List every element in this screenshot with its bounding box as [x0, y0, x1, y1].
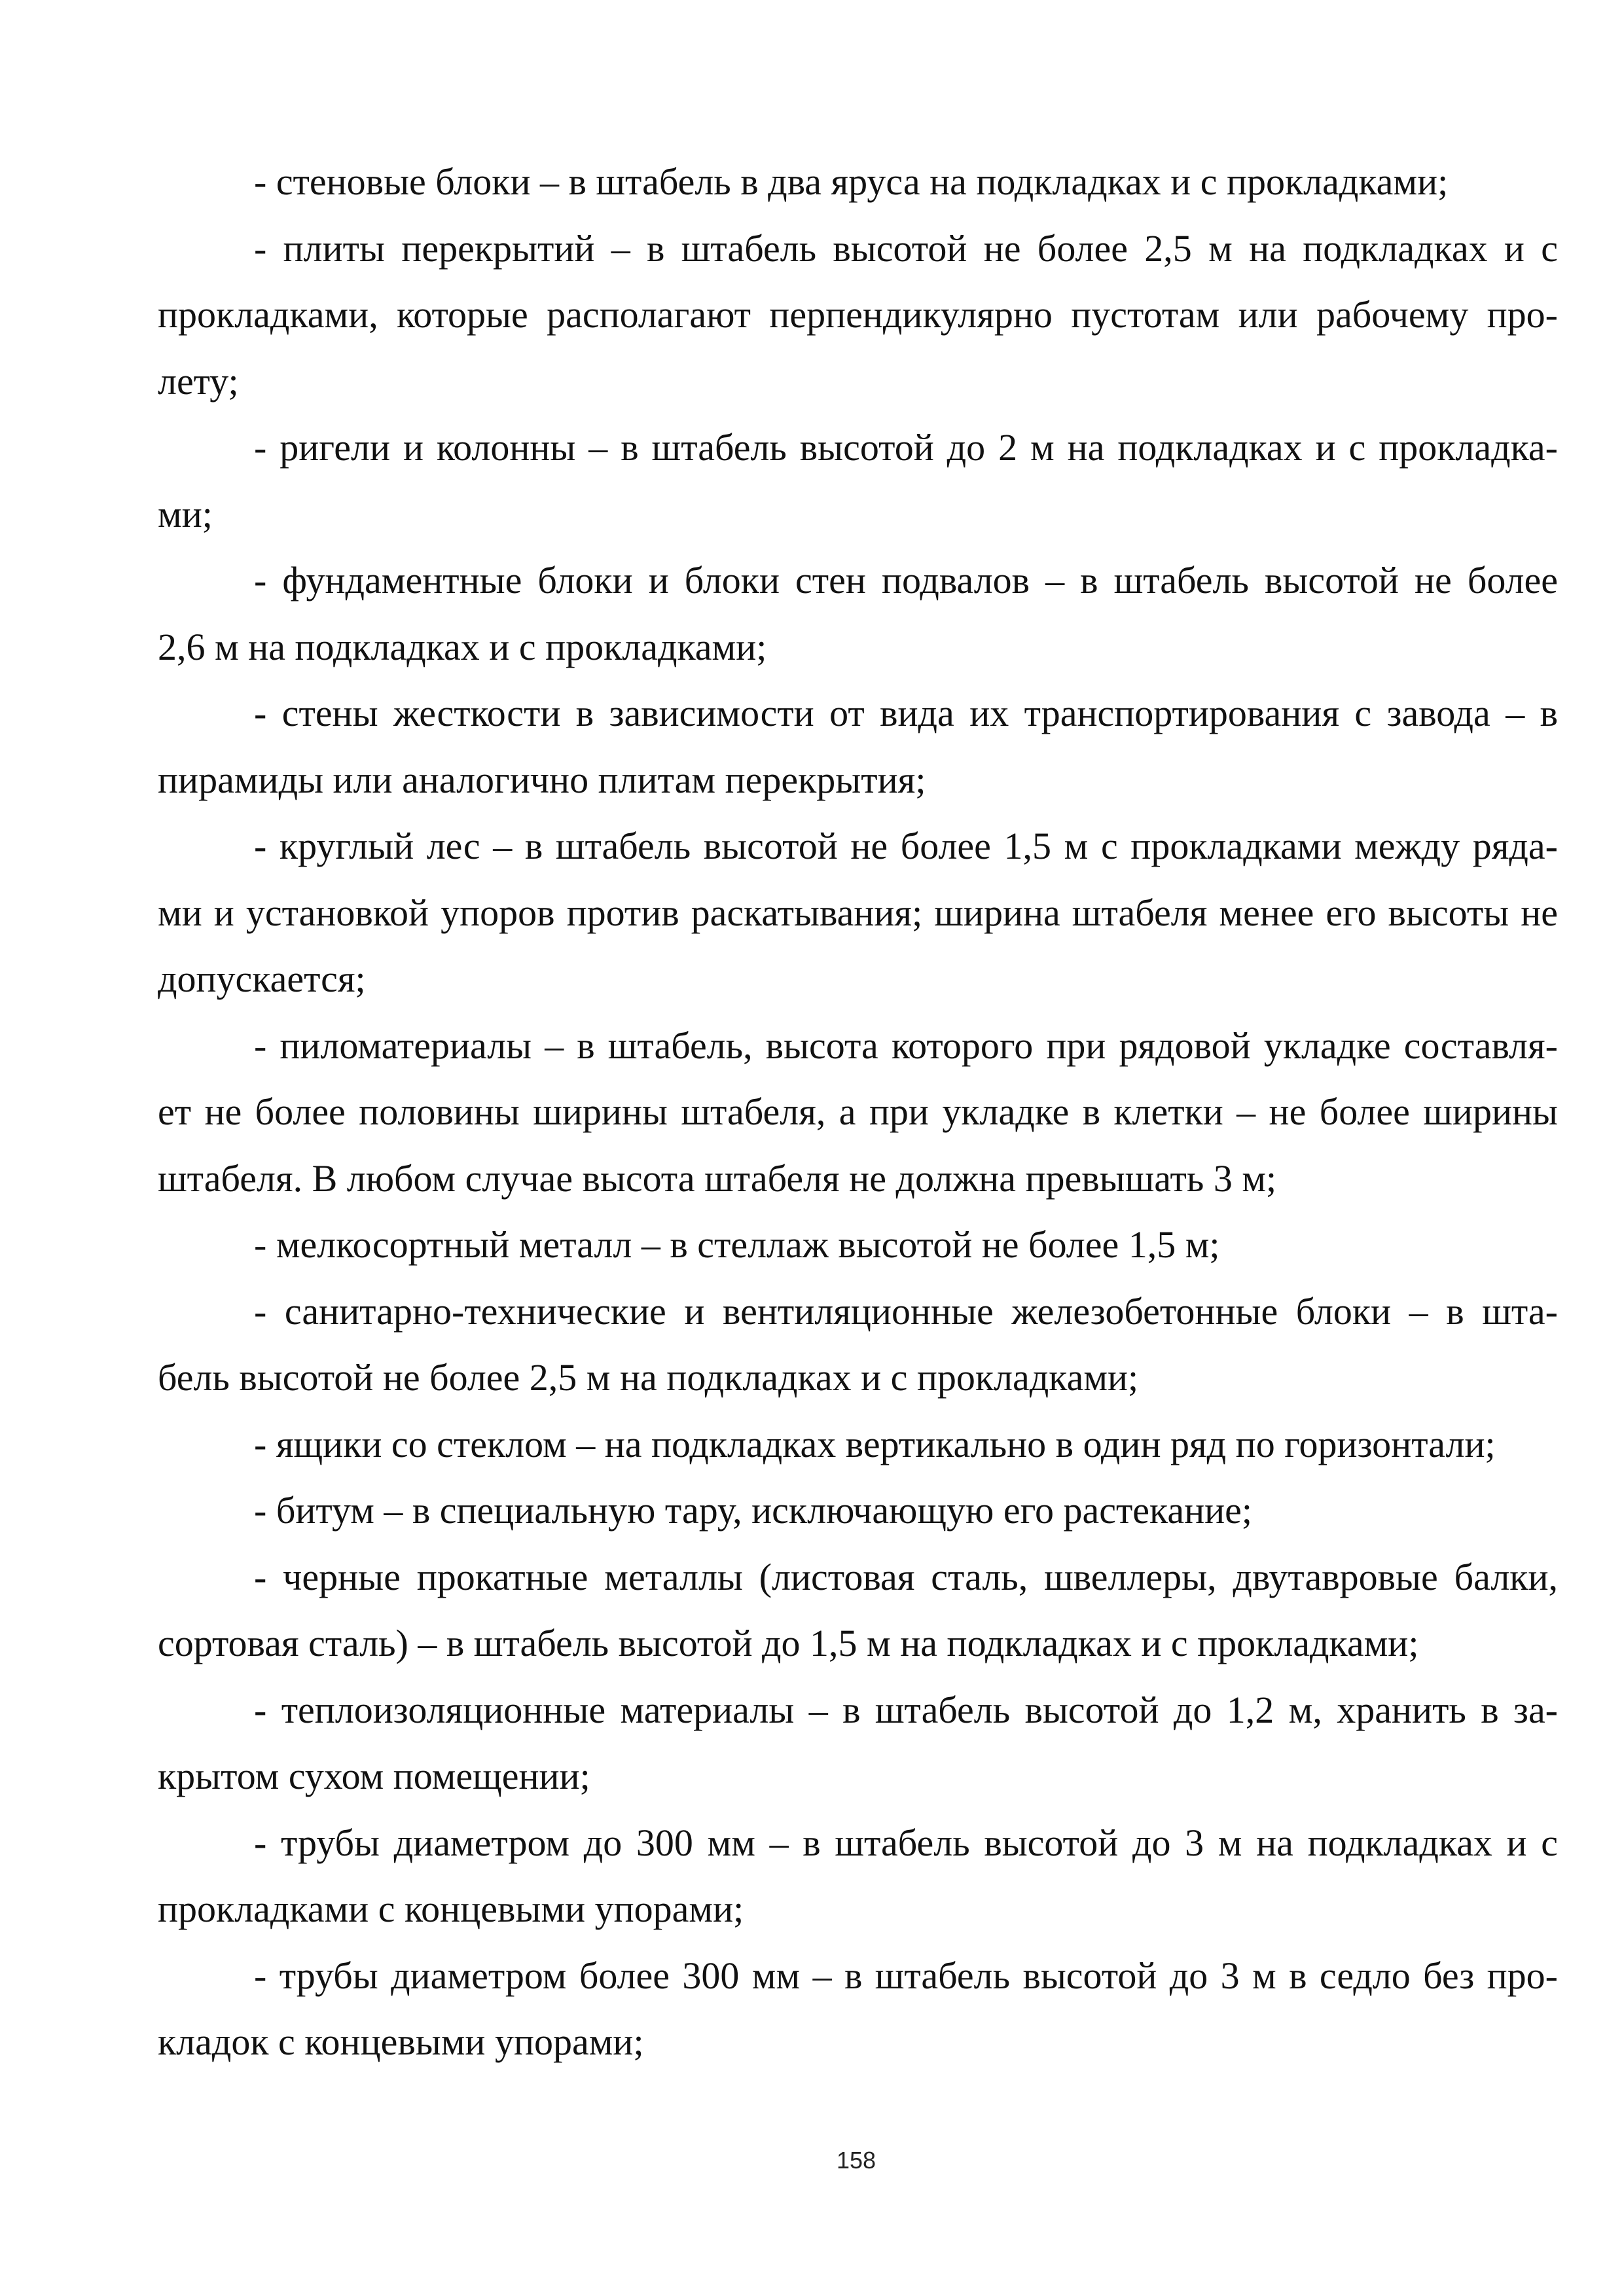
text-line: - круглый лес – в штабель высотой не более 1,5 м с прокладками между ряда- — [254, 825, 1558, 867]
text-line: пирамиды или аналогично плитам перекрытия; — [158, 758, 926, 801]
list-item-paragraph — [158, 1278, 1558, 1411]
document-body — [158, 149, 1558, 2075]
list-item-paragraph — [158, 414, 1558, 547]
list-item-paragraph — [158, 1411, 1558, 1478]
text-line: прокладками с концевыми упорами; — [158, 1888, 744, 1930]
list-item-paragraph — [158, 1677, 1558, 1810]
text-line: - трубы диаметром более 300 мм – в штабель высотой до 3 м в седло без про- — [254, 1954, 1558, 1997]
text-line: 2,6 м на подкладках и с прокладками; — [158, 625, 767, 668]
list-item-paragraph — [158, 1943, 1558, 2075]
list-item-paragraph — [158, 1544, 1558, 1677]
list-item-paragraph — [158, 1013, 1558, 1212]
list-item-paragraph — [158, 680, 1558, 813]
list-item-paragraph — [158, 1477, 1558, 1544]
text-line: ми и установкой упоров против раскатывания; ширина штабеля менее его высоты не — [158, 891, 1558, 934]
text-line: прокладками, которые располагают перпендикулярно пустотам или рабочему про- — [158, 293, 1558, 336]
text-line: - теплоизоляционные материалы – в штабель высотой до 1,2 м, хранить в за- — [254, 1688, 1558, 1731]
text-line: - битум – в специальную тару, исключающую его растекание; — [254, 1489, 1253, 1532]
text-line: сортовая сталь) – в штабель высотой до 1,5 м на подкладках и с прокладками; — [158, 1622, 1419, 1664]
list-item-paragraph — [158, 149, 1558, 215]
text-line: - санитарно-технические и вентиляционные железобетонные блоки – в шта- — [254, 1289, 1558, 1333]
text-line: - ригели и колонны – в штабель высотой до 2 м на подкладках и с прокладка- — [254, 426, 1558, 469]
list-item-paragraph — [158, 1211, 1558, 1278]
text-line: ми; — [158, 492, 213, 535]
text-line: - мелкосортный металл – в стеллаж высотой не более 1,5 м; — [254, 1223, 1220, 1266]
text-line: - плиты перекрытий – в штабель высотой не более 2,5 м на подкладках и с — [254, 226, 1558, 270]
list-item-paragraph — [158, 547, 1558, 680]
text-line: лету; — [158, 359, 239, 403]
text-line: - трубы диаметром до 300 мм – в штабель высотой до 3 м на подкладках и с — [254, 1821, 1558, 1864]
list-item-paragraph — [158, 215, 1558, 415]
text-line: - стеновые блоки – в штабель в два яруса на подкладках и с прокладками; — [254, 160, 1449, 203]
text-line: - ящики со стеклом – на подкладках вертикально в один ряд по горизонтали; — [254, 1422, 1496, 1465]
text-line: бель высотой не более 2,5 м на подкладках и с прокладками; — [158, 1356, 1139, 1399]
list-item-paragraph — [158, 1810, 1558, 1943]
text-line: кладок с концевыми упорами; — [158, 2020, 644, 2063]
text-line: ет не более половины ширины штабеля, а при укладке в клетки – не более ширины — [158, 1090, 1558, 1133]
list-item-paragraph — [158, 813, 1558, 1013]
text-line: штабеля. В любом случае высота штабеля не должна превышать 3 м; — [158, 1157, 1277, 1200]
page-number: 158 — [836, 2147, 876, 2174]
text-line: крытом сухом помещении; — [158, 1755, 590, 1797]
text-line: допускается; — [158, 958, 366, 1000]
text-line: - пиломатериалы – в штабель, высота которого при рядовой укладке составля- — [254, 1024, 1558, 1067]
text-line: - фундаментные блоки и блоки стен подвалов – в штабель высотой не более — [254, 559, 1558, 601]
text-line: - черные прокатные металлы (листовая сталь, швеллеры, двутавровые балки, — [254, 1555, 1558, 1598]
text-line: - стены жесткости в зависимости от вида их транспортирования с завода – в — [254, 692, 1558, 734]
